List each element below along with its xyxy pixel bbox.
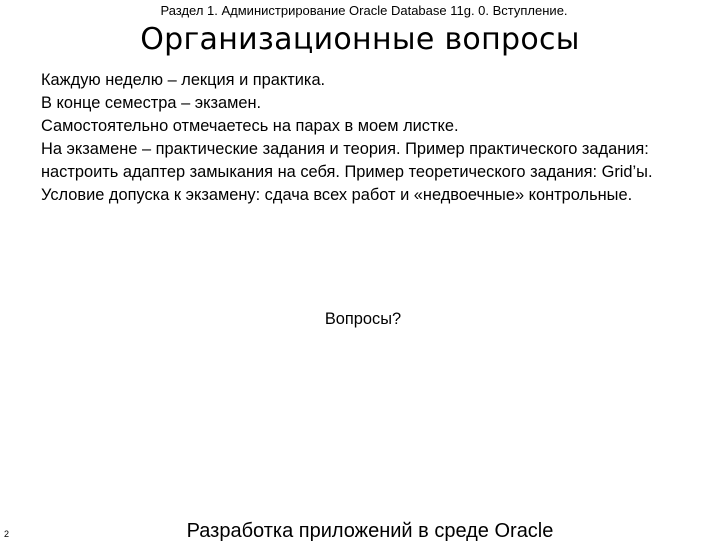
slide-footer: Разработка приложений в среде Oracle xyxy=(186,520,554,542)
slide-title: Организационные вопросы xyxy=(140,22,580,57)
body-line-exam-tasks: На экзамене – практические задания и теория. Пример практического задания: настроить адаптер замыкания на себя. Пример теоретического задания: Grid’ы. xyxy=(41,140,653,181)
body-line-admission: Условие допуска к экзамену: сдача всех работ и «недвоечные» контрольные. xyxy=(41,186,633,204)
questions-text: Вопросы? xyxy=(324,310,402,328)
body-line-exam: В конце семестра – экзамен. xyxy=(41,94,262,112)
body-line-weekly: Каждую неделю – лекция и практика. xyxy=(41,71,326,89)
slide-body xyxy=(41,69,711,207)
body-line-attendance: Самостоятельно отмечаетесь на парах в моем листке. xyxy=(41,117,459,135)
slide-header: Раздел 1. Администрирование Oracle Database 11g. 0. Вступление. xyxy=(160,3,568,18)
page-number: 2 xyxy=(4,529,10,539)
